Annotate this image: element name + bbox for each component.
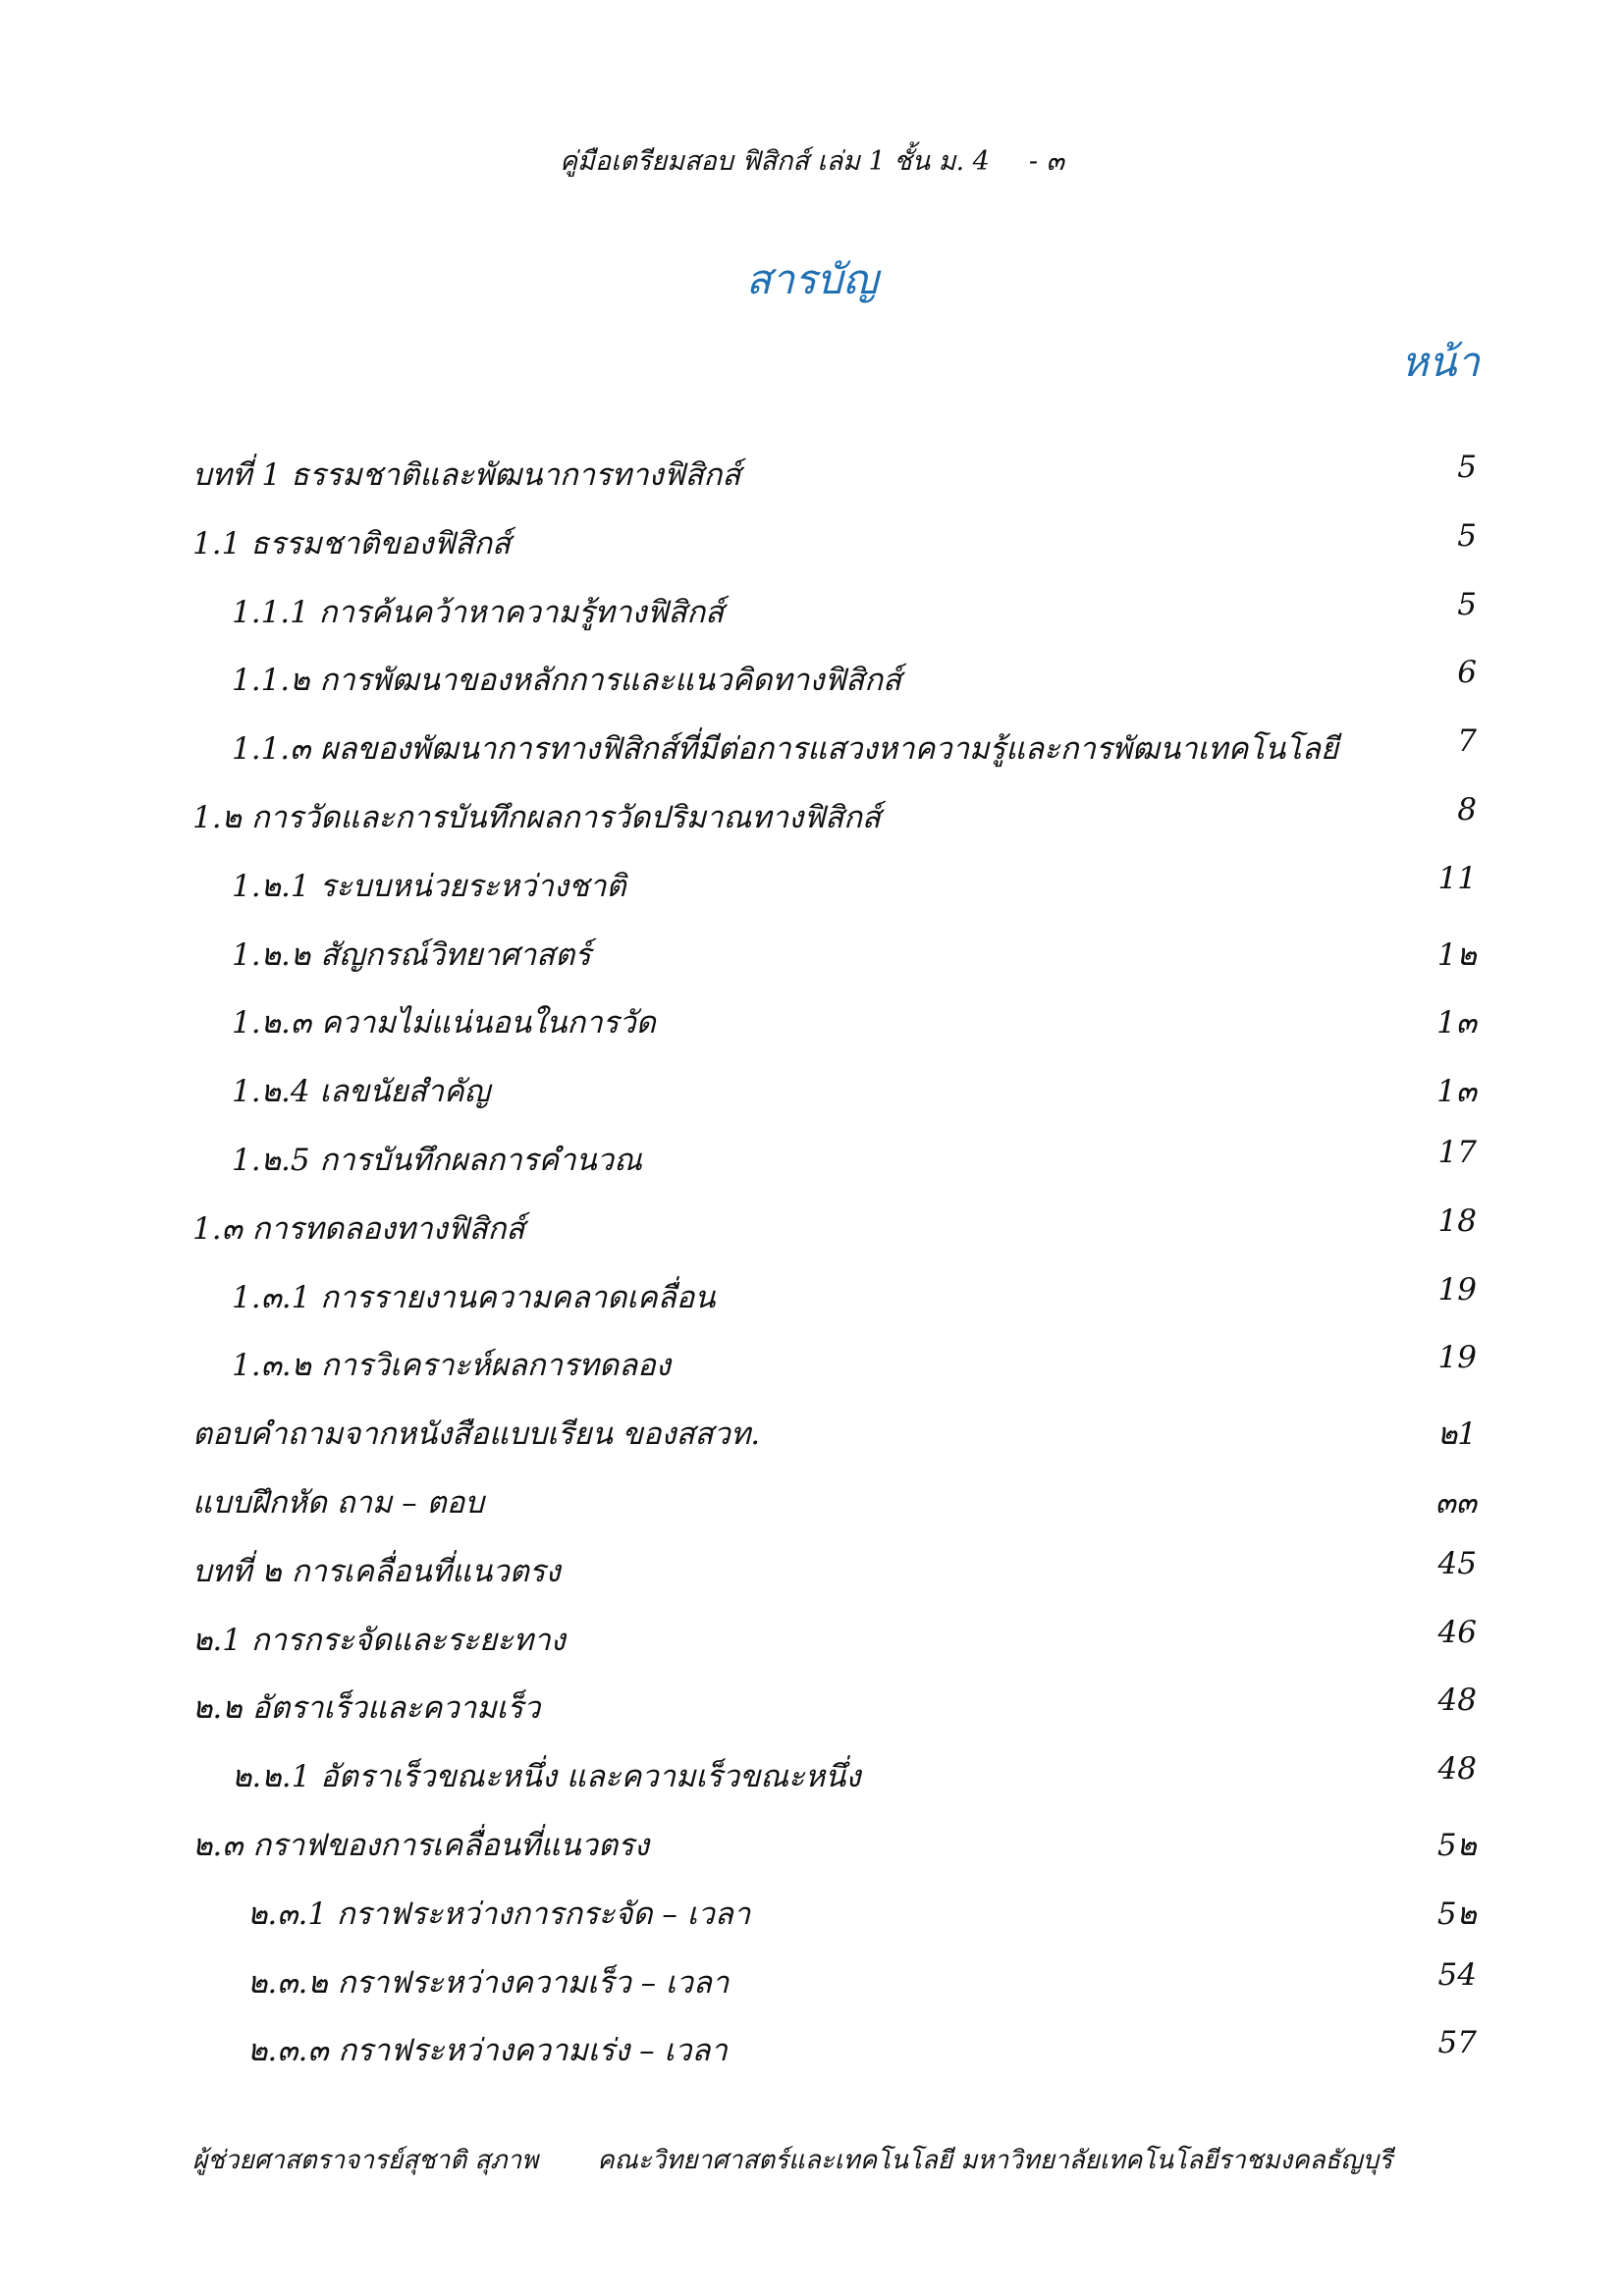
toc-entry-page: 57 xyxy=(1437,2025,1477,2060)
toc-entry-label: บทที่ ๒ การเคลื่อนที่แนวตรง xyxy=(192,1554,561,1589)
footer-affiliation: คณะวิทยาศาสตร์และเทคโนโลยี มหาวิทยาลัยเทคโนโลยีราชมงคลธัญบุรี xyxy=(597,2146,1393,2175)
toc-entry xyxy=(0,1409,1624,1458)
toc-entry-page: 17 xyxy=(1437,1135,1477,1170)
toc-entry-label: 1.1 ธรรมชาติของฟิสิกส์ xyxy=(192,526,511,561)
toc-entry-page: 18 xyxy=(1437,1203,1477,1239)
toc-entry xyxy=(0,1682,1624,1732)
toc-entry-label: ตอบคำถามจากหนังสือแบบเรียน ของสสวท. xyxy=(192,1416,761,1452)
toc-entry-label: ๒.๒ อัตราเร็วและความเร็ว xyxy=(192,1690,541,1726)
toc-entry-label: ๒.๓ กราฟของการเคลื่อนที่แนวตรง xyxy=(192,1828,649,1863)
toc-entry-label: 1.๒.๓ ความไม่แน่นอนในการวัด xyxy=(232,1005,656,1041)
header-text: คู่มือเตรียมสอบ ฟิสิกส์ เล่ม 1 ชั้น ม. 4 xyxy=(560,146,990,177)
toc-entry xyxy=(0,587,1624,636)
toc-entry-page: 1๒ xyxy=(1436,937,1477,973)
toc-entry-page: 48 xyxy=(1437,1751,1477,1787)
toc-entry xyxy=(0,861,1624,910)
toc-entry xyxy=(0,1203,1624,1253)
toc-entry-page: 5๒ xyxy=(1436,1828,1477,1863)
toc-entry xyxy=(0,723,1624,773)
toc-entry-page: 46 xyxy=(1437,1615,1477,1650)
toc-entry xyxy=(0,1615,1624,1664)
toc-entry-label: 1.๓.๒ การวิเคราะห์ผลการทดลอง xyxy=(232,1348,671,1383)
page-footer xyxy=(192,2140,1392,2180)
toc-entry-page: 11 xyxy=(1437,861,1477,896)
page-title: สารบัญ xyxy=(745,255,879,303)
toc-entry xyxy=(0,1820,1624,1869)
toc-entry-label: ๒.๓.๒ กราฟระหว่างความเร็ว – เวลา xyxy=(247,1965,730,2001)
toc-entry-label: 1.1.๒ การพัฒนาของหลักการและแนวคิดทางฟิสิกส์ xyxy=(232,663,901,698)
toc-entry-label: แบบฝึกหัด ถาม – ตอบ xyxy=(192,1485,484,1521)
page-column-label: หน้า xyxy=(1401,338,1480,386)
toc-entry-label: 1.๒.4 เลขนัยสำคัญ xyxy=(232,1074,491,1109)
toc-entry-page: 5 xyxy=(1457,587,1477,622)
toc-entry xyxy=(0,792,1624,841)
toc-entry-page: 6 xyxy=(1457,655,1477,690)
toc-entry-label: 1.1.๓ ผลของพัฒนาการทางฟิสิกส์ที่มีต่อการแสวงหาความรู้และการพัฒนาเทคโนโลยี xyxy=(232,731,1338,767)
toc-entry xyxy=(0,655,1624,704)
toc-entry-page: ๓๓ xyxy=(1435,1485,1477,1521)
toc-entry xyxy=(0,1477,1624,1526)
toc-entry xyxy=(0,1546,1624,1595)
toc-entry-label: 1.๒ การวัดและการบันทึกผลการวัดปริมาณทางฟิสิกส์ xyxy=(192,800,881,835)
toc-entry-page: 19 xyxy=(1437,1272,1477,1308)
toc-entry-label: 1.๒.1 ระบบหน่วยระหว่างชาติ xyxy=(232,869,626,904)
toc-entry-label: บทที่ 1 ธรรมชาติและพัฒนาการทางฟิสิกส์ xyxy=(192,457,741,493)
toc-entry xyxy=(0,1066,1624,1115)
toc-entry xyxy=(0,1751,1624,1800)
footer-author: ผู้ช่วยศาสตราจารย์สุชาติ สุภาพ xyxy=(192,2146,539,2175)
header-page-number: - ๓ xyxy=(1028,146,1064,177)
toc-entry-page: 54 xyxy=(1437,1957,1477,1993)
toc-entry-label: 1.๓ การทดลองทางฟิสิกส์ xyxy=(192,1211,525,1247)
toc-entry-label: ๒.๒.1 อัตราเร็วขณะหนึ่ง และความเร็วขณะหนึ่ง xyxy=(232,1759,861,1794)
toc-entry xyxy=(0,518,1624,567)
toc-entry xyxy=(0,1957,1624,2006)
toc-entry-label: 1.1.1 การค้นคว้าหาความรู้ทางฟิสิกส์ xyxy=(232,595,725,630)
toc-entry xyxy=(0,1272,1624,1321)
toc-entry-label: ๒.๓.๓ กราฟระหว่างความเร่ง – เวลา xyxy=(247,2033,728,2068)
toc-entry-label: 1.๒.๒ สัญกรณ์วิทยาศาสตร์ xyxy=(232,937,591,973)
toc-entry-page: 5 xyxy=(1457,450,1477,485)
toc-entry-page: 5 xyxy=(1457,518,1477,554)
toc-entry-label: ๒.๓.1 กราฟระหว่างการกระจัด – เวลา xyxy=(247,1896,751,1932)
toc-entry-page: 7 xyxy=(1457,723,1477,759)
toc-entry-page: 8 xyxy=(1457,792,1477,828)
toc-entry-page: 45 xyxy=(1437,1546,1477,1581)
toc-entry-page: 1๓ xyxy=(1436,1074,1477,1109)
toc-entry-page: 48 xyxy=(1437,1682,1477,1718)
page-header xyxy=(0,139,1624,182)
toc-entry-page: 1๓ xyxy=(1436,1005,1477,1041)
toc-entry-page: 5๒ xyxy=(1436,1896,1477,1932)
toc-entry-label: 1.๒.5 การบันทึกผลการคำนวณ xyxy=(232,1143,642,1178)
toc-entry-page: ๒1 xyxy=(1436,1416,1477,1452)
toc-entry xyxy=(0,2025,1624,2074)
toc-entry xyxy=(0,1889,1624,1938)
toc-entry xyxy=(0,997,1624,1046)
toc-entry xyxy=(0,1135,1624,1184)
toc-entry xyxy=(0,1340,1624,1389)
toc-entry xyxy=(0,450,1624,499)
toc-entry-label: 1.๓.1 การรายงานความคลาดเคลื่อน xyxy=(232,1280,716,1315)
toc-entry-label: ๒.1 การกระจัดและระยะทาง xyxy=(192,1623,566,1658)
toc-entry-page: 19 xyxy=(1437,1340,1477,1375)
toc-entry xyxy=(0,930,1624,979)
